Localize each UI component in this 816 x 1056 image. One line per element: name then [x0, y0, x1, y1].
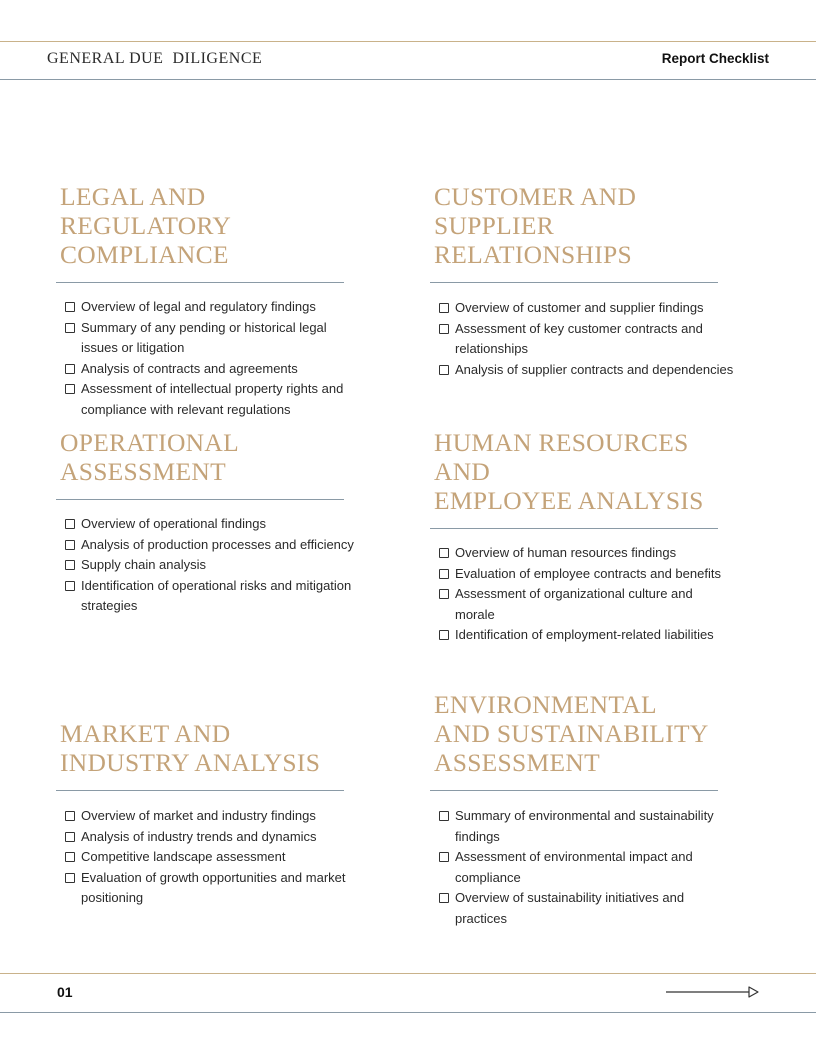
checkbox[interactable] [65, 519, 75, 529]
checklist-item[interactable] [60, 847, 360, 868]
checklist [434, 543, 734, 646]
checklist [60, 514, 360, 617]
checkbox[interactable] [439, 303, 449, 313]
checklist-item[interactable] [60, 868, 360, 909]
section-legal-compliance [60, 182, 360, 420]
section-title: CUSTOMER AND SUPPLIER RELATIONSHIPS [434, 182, 637, 269]
checklist-item-label: Overview of human resources findings [455, 545, 677, 560]
checklist-item-label: Analysis of supplier contracts and dependencies [455, 361, 734, 377]
page-number: 01 [57, 984, 73, 1000]
checklist-item-label: Assessment of organizational culture and morale [455, 586, 693, 622]
checkbox[interactable] [439, 548, 449, 558]
section-divider [56, 499, 344, 500]
checklist-item[interactable] [434, 543, 734, 564]
checklist-item-label: Overview of legal and regulatory findings [81, 299, 316, 314]
section-title: LEGAL AND REGULATORY COMPLIANCE [60, 182, 232, 269]
checkbox[interactable] [65, 364, 75, 374]
checklist-item-label: Assessment of key customer contracts and relationships [455, 320, 703, 356]
checklist [434, 298, 734, 380]
section-divider [430, 790, 718, 791]
checklist-item-label: Overview of customer and supplier findings [455, 300, 704, 315]
section-title: HUMAN RESOURCES AND EMPLOYEE ANALYSIS [434, 428, 704, 515]
checklist-item[interactable] [60, 318, 360, 359]
checklist-item-label: Evaluation of growth opportunities and market positioning [81, 869, 346, 905]
checklist-item[interactable] [60, 297, 360, 318]
checkbox[interactable] [65, 323, 75, 333]
section-human-resources [434, 428, 734, 646]
report-checklist-label: Report Checklist [661, 51, 769, 66]
checkbox[interactable] [65, 384, 75, 394]
checklist-item[interactable] [434, 847, 734, 888]
arrow-right-icon[interactable] [666, 985, 760, 1004]
checklist-item-label: Analysis of industry trends and dynamics [81, 828, 317, 844]
checklist-item-label: Supply chain analysis [81, 557, 207, 572]
checklist-item-label: Overview of sustainability initiatives and practices [455, 890, 685, 926]
checkbox[interactable] [439, 365, 449, 375]
checklist-item-label: Overview of market and industry findings [81, 808, 316, 823]
checklist-item[interactable] [434, 806, 734, 847]
checklist-item[interactable] [60, 827, 360, 848]
checklist-item[interactable] [434, 584, 734, 625]
checklist-item-label: Identification of employment-related liabilities [455, 627, 714, 642]
section-title: ENVIRONMENTAL AND SUSTAINABILITY ASSESSMENT [434, 690, 709, 777]
section-divider [430, 528, 718, 529]
checklist [60, 806, 360, 909]
section-environmental-sustainability [434, 690, 734, 929]
checkbox[interactable] [65, 540, 75, 550]
checklist-item[interactable] [434, 360, 734, 381]
checklist-item[interactable] [434, 564, 734, 585]
checkbox[interactable] [65, 832, 75, 842]
header-bottom-rule [0, 79, 816, 80]
checkbox[interactable] [439, 811, 449, 821]
checklist-item-label: Identification of operational risks and mitigation strategies [81, 577, 352, 613]
footer-top-rule [0, 973, 816, 974]
checklist-item-label: Assessment of intellectual property rights and compliance with relevant regulations [81, 381, 344, 417]
section-market-industry [60, 719, 360, 909]
footer-bottom-rule [0, 1012, 816, 1013]
checklist-item-label: Analysis of contracts and agreements [81, 360, 298, 376]
checklist-item-label: Summary of any pending or historical legal issues or litigation [81, 319, 327, 355]
checklist-item-label: Competitive landscape assessment [81, 849, 286, 864]
checkbox[interactable] [439, 893, 449, 903]
section-customer-supplier [434, 182, 734, 380]
checkbox[interactable] [65, 811, 75, 821]
checkbox[interactable] [65, 581, 75, 591]
section-title: MARKET AND INDUSTRY ANALYSIS [60, 719, 321, 777]
checklist-item[interactable] [60, 806, 360, 827]
checkbox[interactable] [439, 569, 449, 579]
checkbox[interactable] [65, 852, 75, 862]
section-divider [56, 790, 344, 791]
header-top-rule [0, 41, 816, 42]
checklist-item[interactable] [434, 625, 734, 646]
checklist-item[interactable] [60, 379, 360, 420]
checkbox[interactable] [439, 852, 449, 862]
checklist-item[interactable] [60, 535, 360, 556]
checklist [434, 806, 734, 929]
checklist-item-label: Overview of operational findings [81, 516, 266, 531]
checklist-item-label: Analysis of production processes and efficiency [81, 536, 354, 552]
document-title: GENERAL DUE DILIGENCE [47, 50, 263, 67]
checklist-item-label: Assessment of environmental impact and compliance [455, 849, 693, 885]
section-divider [56, 282, 344, 283]
checklist-item[interactable] [60, 514, 360, 535]
checklist-item-label: Evaluation of employee contracts and benefits [455, 565, 721, 581]
checklist-item[interactable] [60, 555, 360, 576]
checkbox[interactable] [439, 630, 449, 640]
section-operational-assessment [60, 428, 360, 617]
checkbox[interactable] [439, 589, 449, 599]
checkbox[interactable] [65, 873, 75, 883]
checklist-item[interactable] [434, 888, 734, 929]
checkbox[interactable] [439, 324, 449, 334]
checklist-item[interactable] [434, 319, 734, 360]
checklist-item[interactable] [60, 359, 360, 380]
section-divider [430, 282, 718, 283]
checkbox[interactable] [65, 302, 75, 312]
checklist-item[interactable] [434, 298, 734, 319]
checklist-item[interactable] [60, 576, 360, 617]
checklist [60, 297, 360, 420]
checkbox[interactable] [65, 560, 75, 570]
section-title: OPERATIONAL ASSESSMENT [60, 428, 239, 486]
checklist-item-label: Summary of environmental and sustainability findings [455, 808, 714, 844]
